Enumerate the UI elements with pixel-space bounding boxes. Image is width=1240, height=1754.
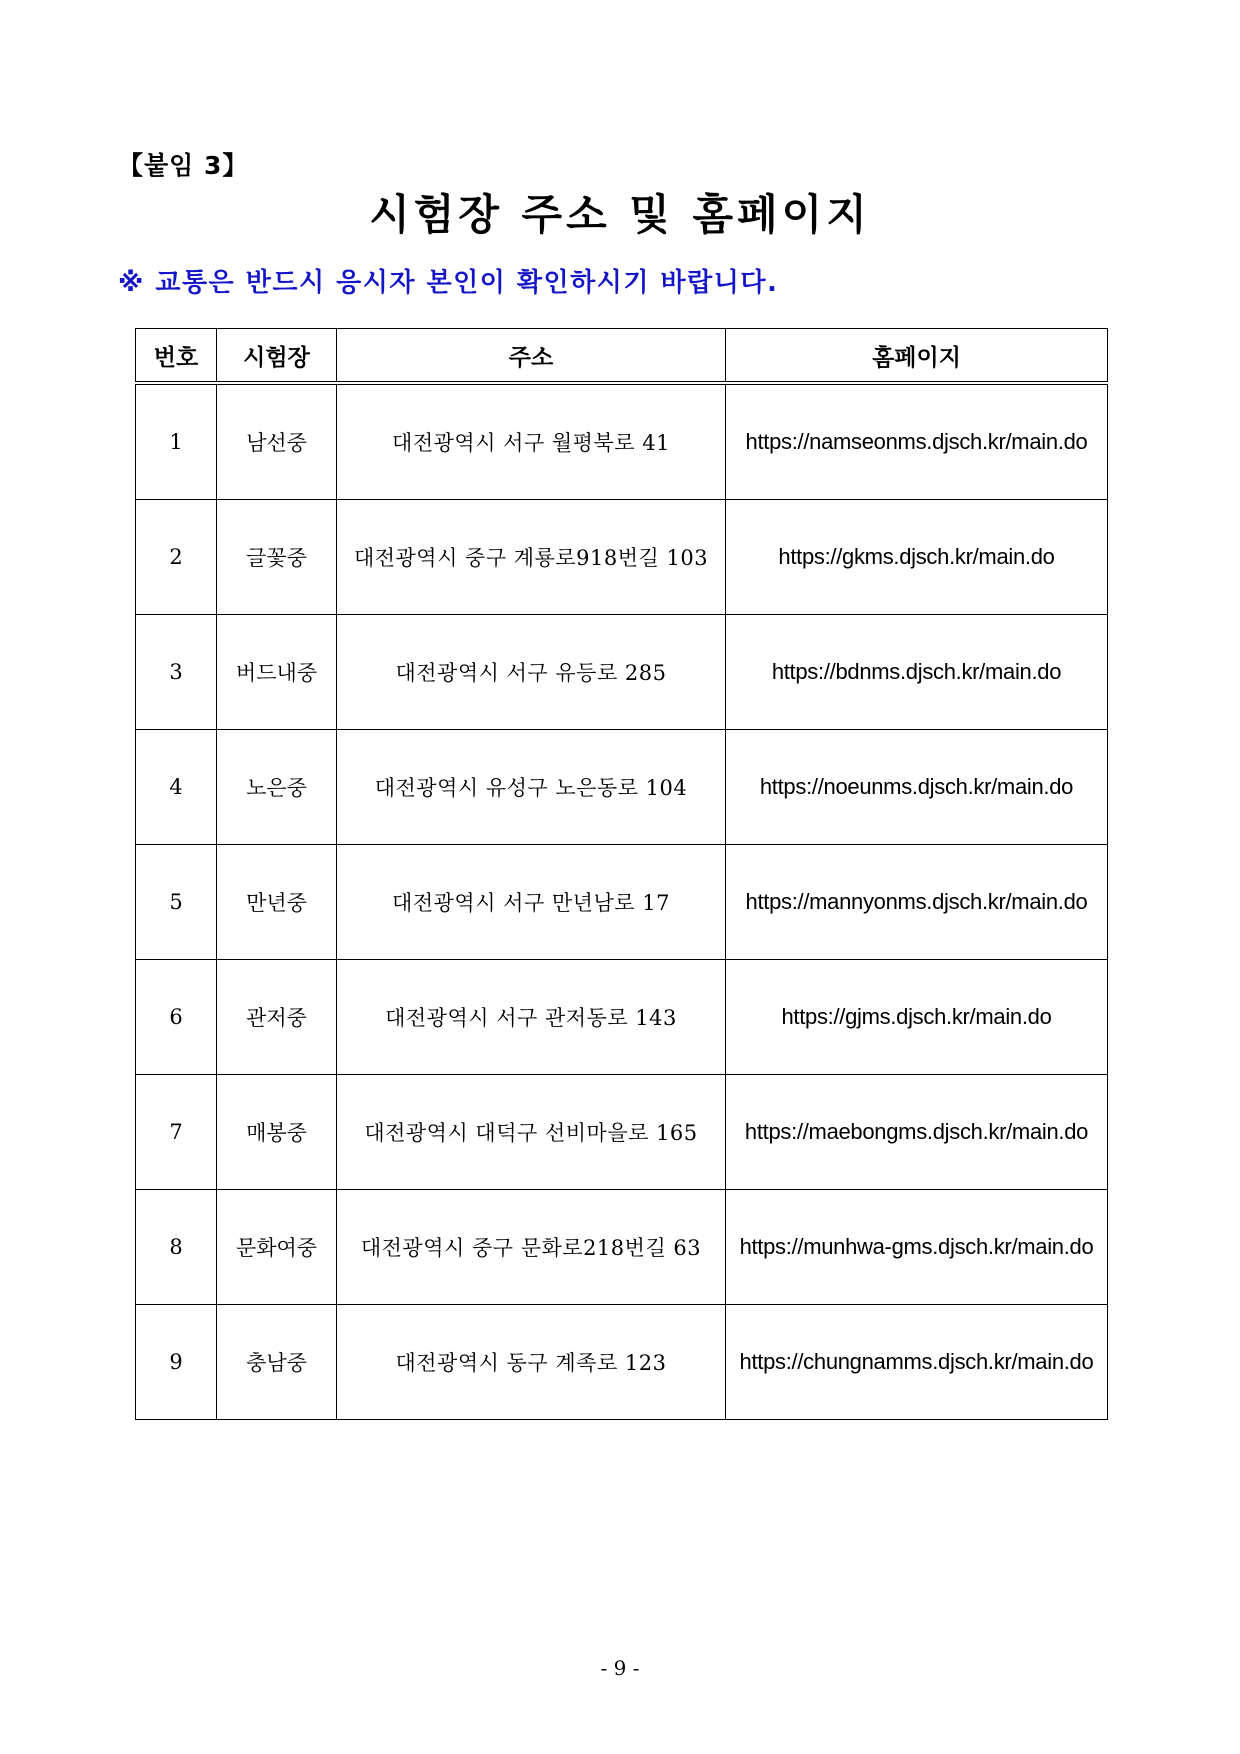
page-number: - 9 -	[600, 1656, 640, 1680]
table-row	[136, 383, 1108, 500]
row-number: 5	[136, 845, 217, 960]
column-header-number: 번호	[136, 329, 217, 384]
row-number: 1	[136, 383, 217, 500]
table-row	[136, 1190, 1108, 1305]
venue-address: 대전광역시 서구 유등로 285	[337, 615, 726, 730]
venue-address: 대전광역시 서구 월평북로 41	[337, 383, 726, 500]
table-row	[136, 615, 1108, 730]
venue-homepage-link[interactable]: https://gkms.djsch.kr/main.do	[726, 500, 1108, 615]
table-row	[136, 960, 1108, 1075]
venue-name: 충남중	[217, 1305, 337, 1420]
column-header-homepage: 홈페이지	[726, 329, 1108, 384]
venue-name: 노은중	[217, 730, 337, 845]
venue-name: 문화여중	[217, 1190, 337, 1305]
header-row	[136, 329, 1108, 384]
venue-address: 대전광역시 중구 계룡로918번길 103	[337, 500, 726, 615]
venue-name: 버드내중	[217, 615, 337, 730]
venue-table	[135, 328, 1108, 1420]
venue-address: 대전광역시 서구 만년남로 17	[337, 845, 726, 960]
table-row	[136, 730, 1108, 845]
table-body	[136, 383, 1108, 1420]
venue-address: 대전광역시 중구 문화로218번길 63	[337, 1190, 726, 1305]
venue-name: 글꽃중	[217, 500, 337, 615]
row-number: 3	[136, 615, 217, 730]
venue-homepage-link[interactable]: https://gjms.djsch.kr/main.do	[726, 960, 1108, 1075]
column-header-address: 주소	[337, 329, 726, 384]
row-number: 6	[136, 960, 217, 1075]
table-row	[136, 1305, 1108, 1420]
venue-address: 대전광역시 유성구 노은동로 104	[337, 730, 726, 845]
row-number: 8	[136, 1190, 217, 1305]
row-number: 4	[136, 730, 217, 845]
venue-name: 만년중	[217, 845, 337, 960]
venue-homepage-link[interactable]: https://munhwa-gms.djsch.kr/main.do	[726, 1190, 1108, 1305]
table-row	[136, 845, 1108, 960]
venue-name: 관저중	[217, 960, 337, 1075]
attachment-label: 【붙임 3】	[118, 151, 249, 180]
table-row	[136, 500, 1108, 615]
venue-name: 남선중	[217, 383, 337, 500]
row-number: 9	[136, 1305, 217, 1420]
column-header-venue: 시험장	[217, 329, 337, 384]
venue-homepage-link[interactable]: https://bdnms.djsch.kr/main.do	[726, 615, 1108, 730]
page-title: 시험장 주소 및 홈페이지	[369, 190, 871, 239]
venue-homepage-link[interactable]: https://chungnamms.djsch.kr/main.do	[726, 1305, 1108, 1420]
venue-address: 대전광역시 동구 계족로 123	[337, 1305, 726, 1420]
table-header	[136, 329, 1108, 384]
venue-homepage-link[interactable]: https://noeunms.djsch.kr/main.do	[726, 730, 1108, 845]
row-number: 7	[136, 1075, 217, 1190]
venue-name: 매봉중	[217, 1075, 337, 1190]
transport-notice: ※ 교통은 반드시 응시자 본인이 확인하시기 바랍니다.	[118, 268, 779, 298]
venue-homepage-link[interactable]: https://maebongms.djsch.kr/main.do	[726, 1075, 1108, 1190]
venue-address: 대전광역시 서구 관저동로 143	[337, 960, 726, 1075]
row-number: 2	[136, 500, 217, 615]
venue-address: 대전광역시 대덕구 선비마을로 165	[337, 1075, 726, 1190]
table-row	[136, 1075, 1108, 1190]
venue-homepage-link[interactable]: https://namseonms.djsch.kr/main.do	[726, 383, 1108, 500]
venue-homepage-link[interactable]: https://mannyonms.djsch.kr/main.do	[726, 845, 1108, 960]
